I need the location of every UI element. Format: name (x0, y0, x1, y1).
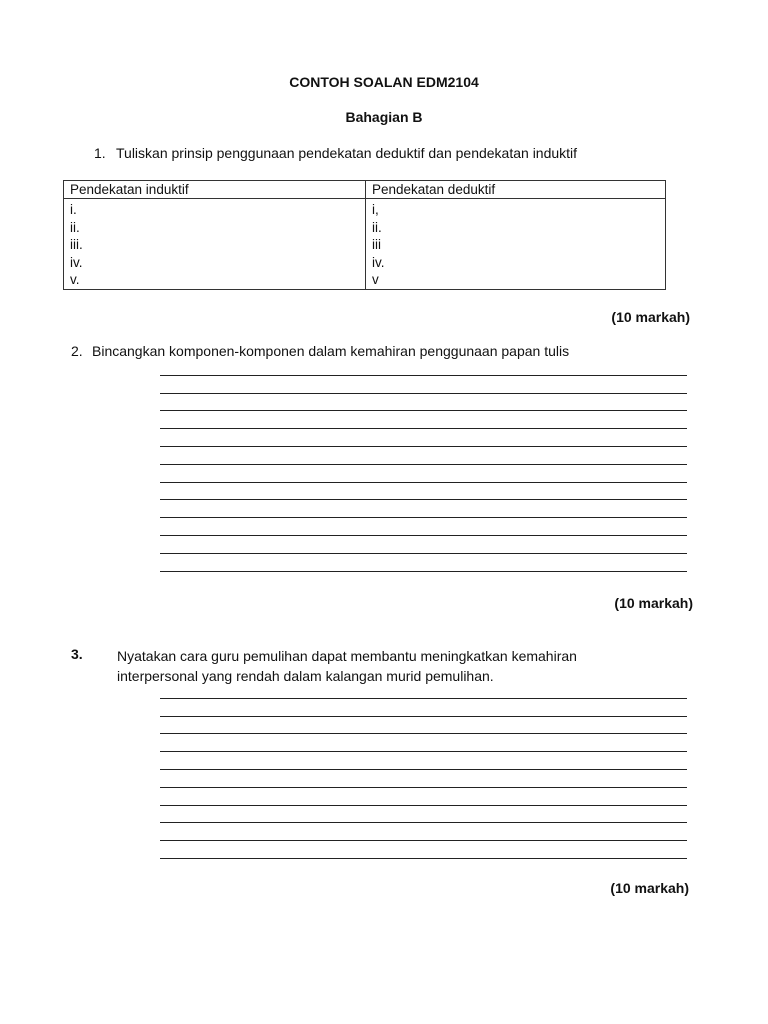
answer-line[interactable] (160, 717, 687, 735)
induktif-cell (64, 199, 366, 290)
list-item: iii (372, 237, 381, 253)
question-3-marks: (10 markah) (610, 880, 689, 896)
answer-line[interactable] (160, 394, 687, 412)
list-item: v. (70, 272, 80, 288)
list-item: ii. (70, 219, 80, 235)
answer-table (63, 180, 666, 290)
answer-line[interactable] (160, 500, 687, 518)
list-item: ii. (372, 219, 382, 235)
question-3-number: 3. (71, 646, 83, 662)
header-deduktif: Pendekatan deduktif (366, 181, 666, 199)
answer-line[interactable] (160, 681, 687, 699)
list-item: v (372, 272, 379, 288)
answer-line[interactable] (160, 554, 687, 572)
table-row (64, 199, 666, 290)
answer-line[interactable] (160, 358, 687, 376)
answer-line[interactable] (160, 429, 687, 447)
answer-line[interactable] (160, 734, 687, 752)
question-1-marks: (10 markah) (611, 309, 690, 325)
list-item: i. (70, 202, 77, 217)
answer-line[interactable] (160, 699, 687, 717)
list-item: iii. (70, 237, 83, 253)
question-3-text-line-1: Nyatakan cara guru pemulihan dapat membantu meningkatkan kemahiran (117, 648, 577, 664)
answer-line[interactable] (160, 788, 687, 806)
list-item: iv. (372, 254, 385, 270)
question-1-number: 1. (94, 145, 106, 161)
question-2-number: 2. (71, 343, 83, 359)
list-item: iv. (70, 254, 83, 270)
list-item: i, (372, 202, 379, 217)
question-1-text: Tuliskan prinsip penggunaan pendekatan deduktif dan pendekatan induktif (116, 145, 578, 161)
deduktif-cell (366, 199, 666, 290)
answer-line[interactable] (160, 806, 687, 824)
answer-line[interactable] (160, 376, 687, 394)
question-2 (71, 343, 569, 359)
question-3-answer-lines (160, 681, 687, 859)
answer-line[interactable] (160, 483, 687, 501)
question-2-text: Bincangkan komponen-komponen dalam kemahiran penggunaan papan tulis (92, 343, 570, 359)
answer-line[interactable] (160, 536, 687, 554)
header-induktif: Pendekatan induktif (64, 181, 366, 199)
question-2-marks: (10 markah) (614, 595, 693, 611)
question-1 (94, 145, 577, 161)
question-3-text-line-2: interpersonal yang rendah dalam kalangan murid pemulihan. (117, 668, 494, 684)
answer-line[interactable] (160, 770, 687, 788)
answer-line[interactable] (160, 841, 687, 859)
document-title: CONTOH SOALAN EDM2104 (289, 74, 479, 90)
answer-line[interactable] (160, 465, 687, 483)
question-2-answer-lines (160, 358, 687, 572)
answer-line[interactable] (160, 752, 687, 770)
question-3-text (117, 646, 577, 686)
table-header-row (64, 181, 666, 199)
answer-line[interactable] (160, 823, 687, 841)
answer-line[interactable] (160, 411, 687, 429)
section-title: Bahagian B (345, 109, 423, 125)
answer-line[interactable] (160, 447, 687, 465)
answer-line[interactable] (160, 518, 687, 536)
